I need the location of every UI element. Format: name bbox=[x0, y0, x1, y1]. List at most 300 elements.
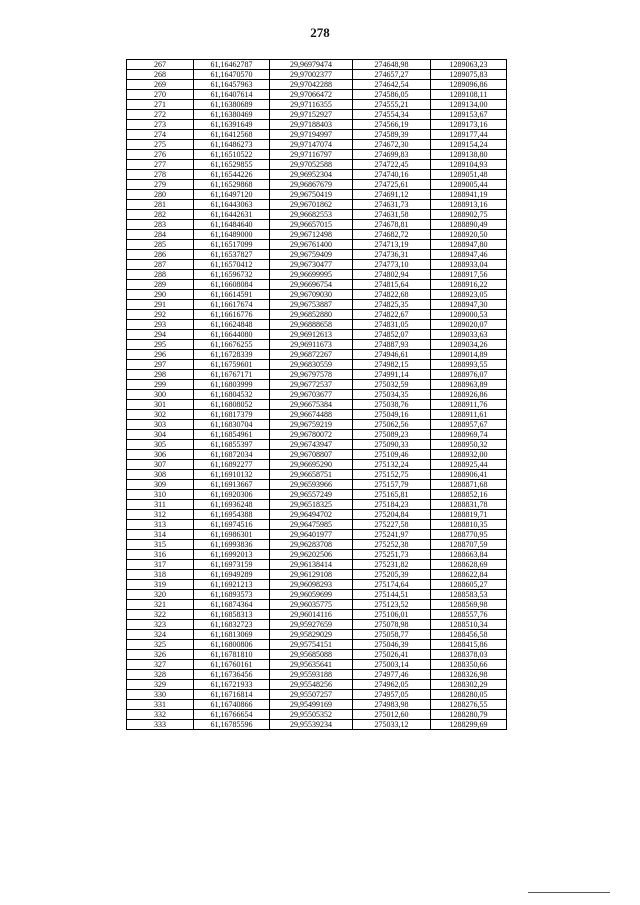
y-coordinate-cell: 1289005,44 bbox=[431, 180, 507, 190]
footer-rule bbox=[528, 892, 610, 893]
latitude-cell: 61,16813069 bbox=[194, 630, 270, 640]
longitude-cell: 29,95754151 bbox=[270, 640, 353, 650]
table-row bbox=[127, 310, 507, 320]
table-row bbox=[127, 590, 507, 600]
x-coordinate-cell: 274991,14 bbox=[353, 370, 431, 380]
point-number-cell: 286 bbox=[127, 250, 194, 260]
point-number-cell: 331 bbox=[127, 700, 194, 710]
table-row bbox=[127, 120, 507, 130]
latitude-cell: 61,16529868 bbox=[194, 180, 270, 190]
longitude-cell: 29,96750419 bbox=[270, 190, 353, 200]
longitude-cell: 29,96772537 bbox=[270, 380, 353, 390]
table-row bbox=[127, 460, 507, 470]
point-number-cell: 295 bbox=[127, 340, 194, 350]
point-number-cell: 329 bbox=[127, 680, 194, 690]
point-number-cell: 268 bbox=[127, 70, 194, 80]
table-row bbox=[127, 140, 507, 150]
x-coordinate-cell: 274957,05 bbox=[353, 690, 431, 700]
y-coordinate-cell: 1289063,23 bbox=[431, 60, 507, 70]
latitude-cell: 61,16676255 bbox=[194, 340, 270, 350]
y-coordinate-cell: 1288280,79 bbox=[431, 710, 507, 720]
longitude-cell: 29,96035775 bbox=[270, 600, 353, 610]
point-number-cell: 294 bbox=[127, 330, 194, 340]
x-coordinate-cell: 274815,64 bbox=[353, 280, 431, 290]
x-coordinate-cell: 274722,45 bbox=[353, 160, 431, 170]
table-row bbox=[127, 320, 507, 330]
table-row bbox=[127, 660, 507, 670]
latitude-cell: 61,16470570 bbox=[194, 70, 270, 80]
table-row bbox=[127, 390, 507, 400]
longitude-cell: 29,97147074 bbox=[270, 140, 353, 150]
table-row bbox=[127, 220, 507, 230]
y-coordinate-cell: 1289096,86 bbox=[431, 80, 507, 90]
latitude-cell: 61,16874364 bbox=[194, 600, 270, 610]
table-row bbox=[127, 230, 507, 240]
y-coordinate-cell: 1289020,07 bbox=[431, 320, 507, 330]
latitude-cell: 61,16380689 bbox=[194, 100, 270, 110]
point-number-cell: 318 bbox=[127, 570, 194, 580]
longitude-cell: 29,96658751 bbox=[270, 470, 353, 480]
latitude-cell: 61,16808052 bbox=[194, 400, 270, 410]
x-coordinate-cell: 275109,46 bbox=[353, 450, 431, 460]
x-coordinate-cell: 275251,73 bbox=[353, 550, 431, 560]
longitude-cell: 29,96952304 bbox=[270, 170, 353, 180]
point-number-cell: 271 bbox=[127, 100, 194, 110]
point-number-cell: 284 bbox=[127, 230, 194, 240]
table-row bbox=[127, 290, 507, 300]
point-number-cell: 278 bbox=[127, 170, 194, 180]
longitude-cell: 29,96675384 bbox=[270, 400, 353, 410]
table-row bbox=[127, 90, 507, 100]
longitude-cell: 29,96475985 bbox=[270, 520, 353, 530]
point-number-cell: 309 bbox=[127, 480, 194, 490]
x-coordinate-cell: 275132,24 bbox=[353, 460, 431, 470]
point-number-cell: 301 bbox=[127, 400, 194, 410]
table-row bbox=[127, 600, 507, 610]
latitude-cell: 61,16893573 bbox=[194, 590, 270, 600]
point-number-cell: 317 bbox=[127, 560, 194, 570]
point-number-cell: 289 bbox=[127, 280, 194, 290]
longitude-cell: 29,96129108 bbox=[270, 570, 353, 580]
y-coordinate-cell: 1288326,98 bbox=[431, 670, 507, 680]
longitude-cell: 29,96701862 bbox=[270, 200, 353, 210]
point-number-cell: 323 bbox=[127, 620, 194, 630]
latitude-cell: 61,16728339 bbox=[194, 350, 270, 360]
table-row bbox=[127, 490, 507, 500]
table-row bbox=[127, 440, 507, 450]
y-coordinate-cell: 1289108,11 bbox=[431, 90, 507, 100]
table-row bbox=[127, 420, 507, 430]
longitude-cell: 29,96730477 bbox=[270, 260, 353, 270]
table-row bbox=[127, 280, 507, 290]
table-row bbox=[127, 620, 507, 630]
y-coordinate-cell: 1288819,71 bbox=[431, 510, 507, 520]
x-coordinate-cell: 274740,16 bbox=[353, 170, 431, 180]
x-coordinate-cell: 274648,98 bbox=[353, 60, 431, 70]
y-coordinate-cell: 1288902,75 bbox=[431, 210, 507, 220]
x-coordinate-cell: 275157,79 bbox=[353, 480, 431, 490]
latitude-cell: 61,16380469 bbox=[194, 110, 270, 120]
y-coordinate-cell: 1288663,84 bbox=[431, 550, 507, 560]
y-coordinate-cell: 1288906,41 bbox=[431, 470, 507, 480]
table-row bbox=[127, 130, 507, 140]
latitude-cell: 61,16608084 bbox=[194, 280, 270, 290]
longitude-cell: 29,96283708 bbox=[270, 540, 353, 550]
longitude-cell: 29,97042288 bbox=[270, 80, 353, 90]
y-coordinate-cell: 1288941,19 bbox=[431, 190, 507, 200]
table-row bbox=[127, 580, 507, 590]
latitude-cell: 61,16489000 bbox=[194, 230, 270, 240]
y-coordinate-cell: 1288510,34 bbox=[431, 620, 507, 630]
table-row bbox=[127, 710, 507, 720]
x-coordinate-cell: 274631,73 bbox=[353, 200, 431, 210]
point-number-cell: 313 bbox=[127, 520, 194, 530]
x-coordinate-cell: 274887,93 bbox=[353, 340, 431, 350]
table-row bbox=[127, 690, 507, 700]
table-row bbox=[127, 170, 507, 180]
table-row bbox=[127, 110, 507, 120]
point-number-cell: 285 bbox=[127, 240, 194, 250]
point-number-cell: 292 bbox=[127, 310, 194, 320]
point-number-cell: 282 bbox=[127, 210, 194, 220]
latitude-cell: 61,16781810 bbox=[194, 650, 270, 660]
point-number-cell: 267 bbox=[127, 60, 194, 70]
latitude-cell: 61,16921213 bbox=[194, 580, 270, 590]
y-coordinate-cell: 1288569,98 bbox=[431, 600, 507, 610]
y-coordinate-cell: 1288926,86 bbox=[431, 390, 507, 400]
x-coordinate-cell: 274977,46 bbox=[353, 670, 431, 680]
latitude-cell: 61,16407614 bbox=[194, 90, 270, 100]
longitude-cell: 29,96682553 bbox=[270, 210, 353, 220]
latitude-cell: 61,16767171 bbox=[194, 370, 270, 380]
table-row bbox=[127, 260, 507, 270]
x-coordinate-cell: 274946,61 bbox=[353, 350, 431, 360]
point-number-cell: 275 bbox=[127, 140, 194, 150]
longitude-cell: 29,96708807 bbox=[270, 450, 353, 460]
latitude-cell: 61,16986301 bbox=[194, 530, 270, 540]
table-row bbox=[127, 630, 507, 640]
latitude-cell: 61,16936248 bbox=[194, 500, 270, 510]
table-row bbox=[127, 560, 507, 570]
x-coordinate-cell: 274802,94 bbox=[353, 270, 431, 280]
table-row bbox=[127, 380, 507, 390]
x-coordinate-cell: 275184,23 bbox=[353, 500, 431, 510]
point-number-cell: 277 bbox=[127, 160, 194, 170]
latitude-cell: 61,16858313 bbox=[194, 610, 270, 620]
x-coordinate-cell: 275033,12 bbox=[353, 720, 431, 730]
point-number-cell: 287 bbox=[127, 260, 194, 270]
point-number-cell: 276 bbox=[127, 150, 194, 160]
x-coordinate-cell: 274852,07 bbox=[353, 330, 431, 340]
x-coordinate-cell: 274586,05 bbox=[353, 90, 431, 100]
y-coordinate-cell: 1288969,74 bbox=[431, 430, 507, 440]
x-coordinate-cell: 274657,27 bbox=[353, 70, 431, 80]
x-coordinate-cell: 275046,39 bbox=[353, 640, 431, 650]
y-coordinate-cell: 1288810,35 bbox=[431, 520, 507, 530]
latitude-cell: 61,16920306 bbox=[194, 490, 270, 500]
y-coordinate-cell: 1288933,04 bbox=[431, 260, 507, 270]
y-coordinate-cell: 1288947,46 bbox=[431, 250, 507, 260]
y-coordinate-cell: 1288947,30 bbox=[431, 300, 507, 310]
longitude-cell: 29,95539234 bbox=[270, 720, 353, 730]
point-number-cell: 298 bbox=[127, 370, 194, 380]
table-row bbox=[127, 350, 507, 360]
longitude-cell: 29,96797578 bbox=[270, 370, 353, 380]
longitude-cell: 29,97152927 bbox=[270, 110, 353, 120]
x-coordinate-cell: 275123,52 bbox=[353, 600, 431, 610]
latitude-cell: 61,16736456 bbox=[194, 670, 270, 680]
x-coordinate-cell: 275106,01 bbox=[353, 610, 431, 620]
point-number-cell: 299 bbox=[127, 380, 194, 390]
point-number-cell: 305 bbox=[127, 440, 194, 450]
longitude-cell: 29,97052588 bbox=[270, 160, 353, 170]
x-coordinate-cell: 274736,31 bbox=[353, 250, 431, 260]
y-coordinate-cell: 1288957,67 bbox=[431, 420, 507, 430]
latitude-cell: 61,16510522 bbox=[194, 150, 270, 160]
coordinates-table bbox=[126, 59, 507, 730]
point-number-cell: 300 bbox=[127, 390, 194, 400]
table-row bbox=[127, 250, 507, 260]
latitude-cell: 61,16716814 bbox=[194, 690, 270, 700]
table-row bbox=[127, 300, 507, 310]
x-coordinate-cell: 274982,15 bbox=[353, 360, 431, 370]
table-row bbox=[127, 510, 507, 520]
longitude-cell: 29,96830559 bbox=[270, 360, 353, 370]
table-row bbox=[127, 550, 507, 560]
latitude-cell: 61,16624848 bbox=[194, 320, 270, 330]
table-row bbox=[127, 700, 507, 710]
x-coordinate-cell: 275205,39 bbox=[353, 570, 431, 580]
latitude-cell: 61,16462787 bbox=[194, 60, 270, 70]
x-coordinate-cell: 275252,38 bbox=[353, 540, 431, 550]
point-number-cell: 325 bbox=[127, 640, 194, 650]
x-coordinate-cell: 275231,82 bbox=[353, 560, 431, 570]
x-coordinate-cell: 274831,05 bbox=[353, 320, 431, 330]
longitude-cell: 29,95927659 bbox=[270, 620, 353, 630]
x-coordinate-cell: 274713,19 bbox=[353, 240, 431, 250]
latitude-cell: 61,16872034 bbox=[194, 450, 270, 460]
latitude-cell: 61,16442631 bbox=[194, 210, 270, 220]
x-coordinate-cell: 275078,98 bbox=[353, 620, 431, 630]
table-row bbox=[127, 60, 507, 70]
y-coordinate-cell: 1288932,00 bbox=[431, 450, 507, 460]
point-number-cell: 321 bbox=[127, 600, 194, 610]
table-row bbox=[127, 370, 507, 380]
longitude-cell: 29,96401977 bbox=[270, 530, 353, 540]
table-row bbox=[127, 450, 507, 460]
y-coordinate-cell: 1289173,16 bbox=[431, 120, 507, 130]
latitude-cell: 61,16954388 bbox=[194, 510, 270, 520]
x-coordinate-cell: 275089,23 bbox=[353, 430, 431, 440]
x-coordinate-cell: 274642,54 bbox=[353, 80, 431, 90]
point-number-cell: 327 bbox=[127, 660, 194, 670]
table-row bbox=[127, 400, 507, 410]
longitude-cell: 29,95635641 bbox=[270, 660, 353, 670]
latitude-cell: 61,16804532 bbox=[194, 390, 270, 400]
latitude-cell: 61,16992013 bbox=[194, 550, 270, 560]
longitude-cell: 29,96709030 bbox=[270, 290, 353, 300]
table-row bbox=[127, 680, 507, 690]
y-coordinate-cell: 1288831,78 bbox=[431, 500, 507, 510]
y-coordinate-cell: 1288557,76 bbox=[431, 610, 507, 620]
x-coordinate-cell: 275058,77 bbox=[353, 630, 431, 640]
y-coordinate-cell: 1289034,26 bbox=[431, 340, 507, 350]
longitude-cell: 29,96867679 bbox=[270, 180, 353, 190]
latitude-cell: 61,16614591 bbox=[194, 290, 270, 300]
point-number-cell: 291 bbox=[127, 300, 194, 310]
longitude-cell: 29,96695290 bbox=[270, 460, 353, 470]
longitude-cell: 29,96138414 bbox=[270, 560, 353, 570]
point-number-cell: 306 bbox=[127, 450, 194, 460]
longitude-cell: 29,96494702 bbox=[270, 510, 353, 520]
table-row bbox=[127, 70, 507, 80]
y-coordinate-cell: 1289104,93 bbox=[431, 160, 507, 170]
latitude-cell: 61,16759601 bbox=[194, 360, 270, 370]
longitude-cell: 29,96888658 bbox=[270, 320, 353, 330]
table-row bbox=[127, 200, 507, 210]
y-coordinate-cell: 1288628,69 bbox=[431, 560, 507, 570]
table-row bbox=[127, 640, 507, 650]
table-row bbox=[127, 330, 507, 340]
latitude-cell: 61,16457963 bbox=[194, 80, 270, 90]
point-number-cell: 288 bbox=[127, 270, 194, 280]
point-number-cell: 314 bbox=[127, 530, 194, 540]
latitude-cell: 61,16913667 bbox=[194, 480, 270, 490]
x-coordinate-cell: 274682,72 bbox=[353, 230, 431, 240]
table-row bbox=[127, 520, 507, 530]
y-coordinate-cell: 1288976,07 bbox=[431, 370, 507, 380]
table-row bbox=[127, 190, 507, 200]
longitude-cell: 29,96852880 bbox=[270, 310, 353, 320]
point-number-cell: 269 bbox=[127, 80, 194, 90]
point-number-cell: 303 bbox=[127, 420, 194, 430]
latitude-cell: 61,16644080 bbox=[194, 330, 270, 340]
longitude-cell: 29,96059699 bbox=[270, 590, 353, 600]
point-number-cell: 279 bbox=[127, 180, 194, 190]
y-coordinate-cell: 1289033,63 bbox=[431, 330, 507, 340]
latitude-cell: 61,16517099 bbox=[194, 240, 270, 250]
longitude-cell: 29,96743947 bbox=[270, 440, 353, 450]
longitude-cell: 29,97066472 bbox=[270, 90, 353, 100]
latitude-cell: 61,16910132 bbox=[194, 470, 270, 480]
table-row bbox=[127, 100, 507, 110]
longitude-cell: 29,97116797 bbox=[270, 150, 353, 160]
y-coordinate-cell: 1288605,27 bbox=[431, 580, 507, 590]
table-row bbox=[127, 210, 507, 220]
longitude-cell: 29,96674488 bbox=[270, 410, 353, 420]
y-coordinate-cell: 1288456,58 bbox=[431, 630, 507, 640]
y-coordinate-cell: 1288920,50 bbox=[431, 230, 507, 240]
longitude-cell: 29,96202506 bbox=[270, 550, 353, 560]
latitude-cell: 61,16949289 bbox=[194, 570, 270, 580]
latitude-cell: 61,16854961 bbox=[194, 430, 270, 440]
table-row bbox=[127, 530, 507, 540]
longitude-cell: 29,96780072 bbox=[270, 430, 353, 440]
longitude-cell: 29,95829029 bbox=[270, 630, 353, 640]
point-number-cell: 332 bbox=[127, 710, 194, 720]
table-row bbox=[127, 80, 507, 90]
x-coordinate-cell: 274725,61 bbox=[353, 180, 431, 190]
point-number-cell: 312 bbox=[127, 510, 194, 520]
x-coordinate-cell: 275204,84 bbox=[353, 510, 431, 520]
y-coordinate-cell: 1289000,53 bbox=[431, 310, 507, 320]
x-coordinate-cell: 274678,81 bbox=[353, 220, 431, 230]
longitude-cell: 29,96712498 bbox=[270, 230, 353, 240]
latitude-cell: 61,16830704 bbox=[194, 420, 270, 430]
point-number-cell: 319 bbox=[127, 580, 194, 590]
x-coordinate-cell: 275003,14 bbox=[353, 660, 431, 670]
y-coordinate-cell: 1288913,16 bbox=[431, 200, 507, 210]
x-coordinate-cell: 274554,34 bbox=[353, 110, 431, 120]
point-number-cell: 308 bbox=[127, 470, 194, 480]
x-coordinate-cell: 275174,64 bbox=[353, 580, 431, 590]
y-coordinate-cell: 1289075,83 bbox=[431, 70, 507, 80]
longitude-cell: 29,96557249 bbox=[270, 490, 353, 500]
longitude-cell: 29,96912613 bbox=[270, 330, 353, 340]
x-coordinate-cell: 274555,21 bbox=[353, 100, 431, 110]
y-coordinate-cell: 1288276,55 bbox=[431, 700, 507, 710]
point-number-cell: 302 bbox=[127, 410, 194, 420]
longitude-cell: 29,96593966 bbox=[270, 480, 353, 490]
latitude-cell: 61,16973159 bbox=[194, 560, 270, 570]
x-coordinate-cell: 274589,39 bbox=[353, 130, 431, 140]
y-coordinate-cell: 1289153,67 bbox=[431, 110, 507, 120]
longitude-cell: 29,95499169 bbox=[270, 700, 353, 710]
latitude-cell: 61,16544226 bbox=[194, 170, 270, 180]
point-number-cell: 316 bbox=[127, 550, 194, 560]
longitude-cell: 29,95505352 bbox=[270, 710, 353, 720]
longitude-cell: 29,96657015 bbox=[270, 220, 353, 230]
point-number-cell: 320 bbox=[127, 590, 194, 600]
table-row bbox=[127, 180, 507, 190]
table-row bbox=[127, 670, 507, 680]
latitude-cell: 61,16497120 bbox=[194, 190, 270, 200]
y-coordinate-cell: 1288299,69 bbox=[431, 720, 507, 730]
y-coordinate-cell: 1289154,24 bbox=[431, 140, 507, 150]
table-row bbox=[127, 270, 507, 280]
longitude-cell: 29,96014116 bbox=[270, 610, 353, 620]
table-row bbox=[127, 500, 507, 510]
latitude-cell: 61,16766654 bbox=[194, 710, 270, 720]
y-coordinate-cell: 1288280,05 bbox=[431, 690, 507, 700]
x-coordinate-cell: 275062,56 bbox=[353, 420, 431, 430]
x-coordinate-cell: 274773,10 bbox=[353, 260, 431, 270]
x-coordinate-cell: 274631,58 bbox=[353, 210, 431, 220]
latitude-cell: 61,16596732 bbox=[194, 270, 270, 280]
x-coordinate-cell: 275152,75 bbox=[353, 470, 431, 480]
point-number-cell: 304 bbox=[127, 430, 194, 440]
latitude-cell: 61,16537827 bbox=[194, 250, 270, 260]
latitude-cell: 61,16570412 bbox=[194, 260, 270, 270]
y-coordinate-cell: 1288925,44 bbox=[431, 460, 507, 470]
longitude-cell: 29,96699995 bbox=[270, 270, 353, 280]
y-coordinate-cell: 1289134,00 bbox=[431, 100, 507, 110]
x-coordinate-cell: 274825,35 bbox=[353, 300, 431, 310]
point-number-cell: 328 bbox=[127, 670, 194, 680]
coordinates-table-body bbox=[127, 60, 507, 730]
y-coordinate-cell: 1288302,29 bbox=[431, 680, 507, 690]
longitude-cell: 29,97116355 bbox=[270, 100, 353, 110]
x-coordinate-cell: 275241,97 bbox=[353, 530, 431, 540]
y-coordinate-cell: 1288350,66 bbox=[431, 660, 507, 670]
page-number: 278 bbox=[310, 25, 330, 40]
y-coordinate-cell: 1288871,68 bbox=[431, 480, 507, 490]
longitude-cell: 29,97194997 bbox=[270, 130, 353, 140]
point-number-cell: 273 bbox=[127, 120, 194, 130]
table-row bbox=[127, 480, 507, 490]
longitude-cell: 29,96872267 bbox=[270, 350, 353, 360]
latitude-cell: 61,16391649 bbox=[194, 120, 270, 130]
